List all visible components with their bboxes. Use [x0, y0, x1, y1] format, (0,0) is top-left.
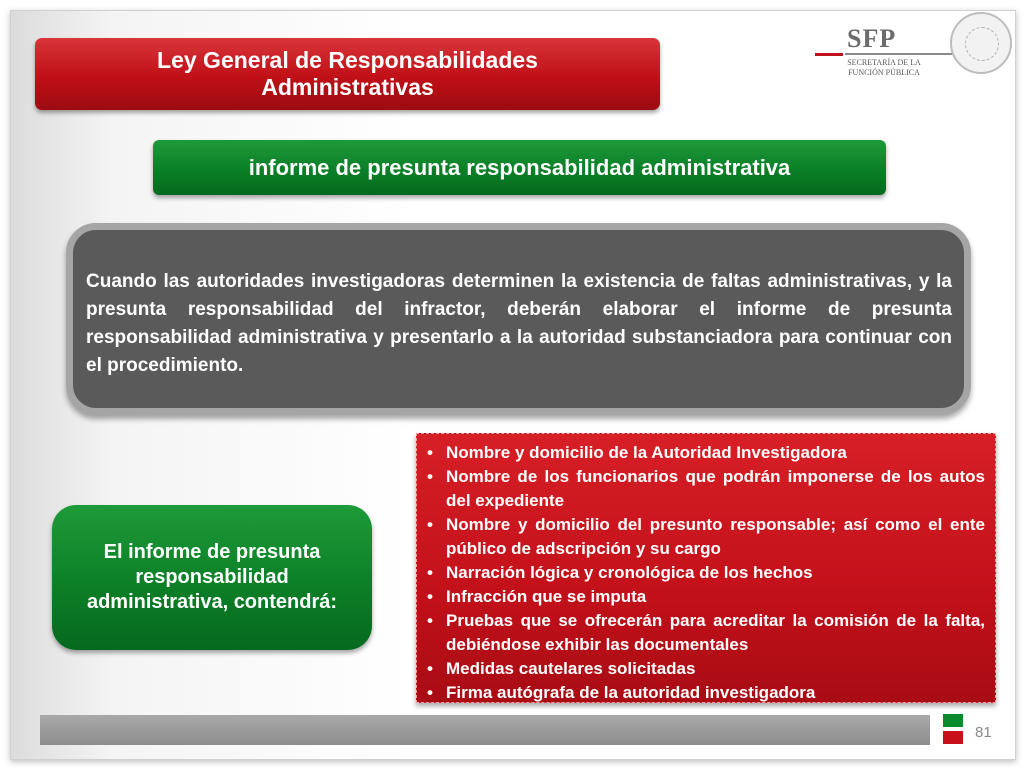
logo-divider-grey	[845, 53, 955, 55]
requirements-panel	[416, 433, 996, 703]
list-item: • Nombre y domicilio de la Autoridad Investigadora	[425, 441, 985, 465]
list-item: • Nombre y domicilio del presunto responsable; así como el ente público de adscripción y su cargo	[425, 513, 985, 561]
description-text: Cuando las autoridades investigadoras determinen la existencia de faltas administrativas, y la presunta responsabilidad del infractor, deberán elaborar el informe de presunta responsabilidad administrativa y presentarlo a la autoridad substanciadora para continuar con el procedimiento.	[86, 271, 952, 376]
coat-of-arms-seal-icon	[950, 12, 1012, 74]
contains-label-panel	[52, 505, 372, 650]
page-title: Ley General de Responsabilidades Administrativas	[157, 47, 538, 100]
description-panel	[66, 223, 971, 415]
flag-green-stripe	[943, 714, 963, 727]
list-item: • Medidas cautelares solicitadas	[425, 657, 985, 681]
list-item: • Firma autógrafa de la autoridad investigadora	[425, 681, 985, 705]
logo-divider-red	[815, 53, 843, 56]
page-number: 81	[975, 724, 992, 741]
list-item: • Narración lógica y cronológica de los hechos	[425, 561, 985, 585]
sfp-logo-text: SFP	[847, 24, 897, 53]
list-item: • Pruebas que se ofrecerán para acreditar la comisión de la falta, debiéndose exhibir las documentales	[425, 609, 985, 657]
contains-label-text: El informe de presunta responsabilidad administrativa, contendrá:	[86, 541, 338, 613]
sfp-logo	[815, 20, 1015, 80]
list-item: • Infracción que se imputa	[425, 585, 985, 609]
footer-bar	[40, 715, 930, 745]
subtitle-text: informe de presunta responsabilidad administrativa	[248, 154, 791, 180]
list-item: • Nombre de los funcionarios que podrán imponerse de los autos del expediente	[425, 465, 985, 513]
title-banner	[35, 38, 660, 110]
sfp-logo-subtitle: SECRETARÍA DE LA FUNCIÓN PÚBLICA	[847, 58, 921, 77]
flag-red-stripe	[943, 731, 963, 744]
subtitle-banner	[153, 140, 886, 195]
requirements-list	[425, 441, 985, 705]
